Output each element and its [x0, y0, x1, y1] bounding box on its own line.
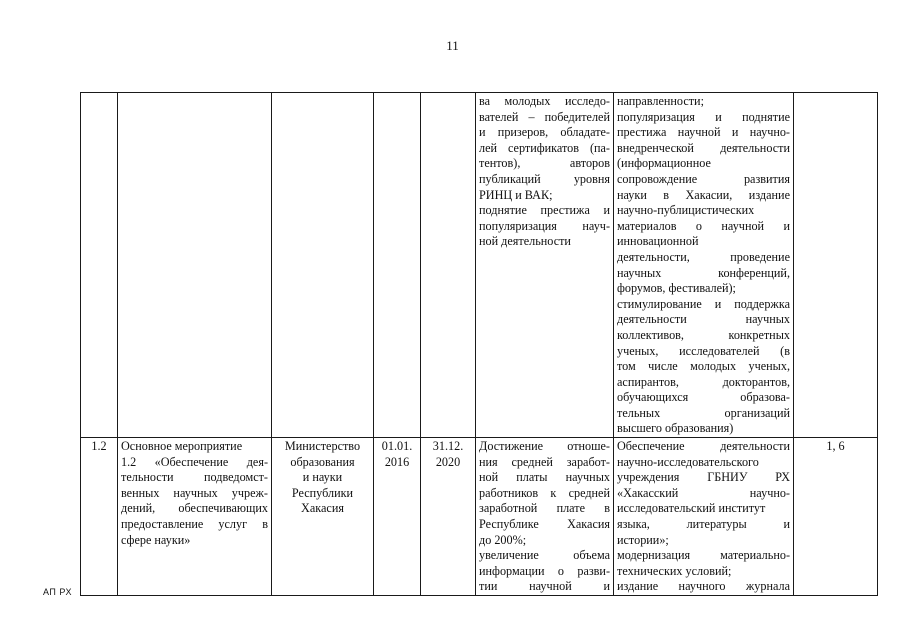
text-line: «Хакасский научно- [617, 485, 790, 500]
text-line: заработной плате в [479, 501, 610, 516]
cell-indicators-empty [794, 93, 878, 438]
text-line: ной деятельности [479, 234, 571, 249]
text-line: информации о разви- [479, 563, 610, 578]
cell-start-date [374, 438, 421, 596]
table-row-1-2 [81, 438, 878, 596]
cell-event-empty [118, 93, 272, 438]
cell-indicators: 1, 6 [794, 438, 878, 596]
text-line: (информационное [617, 156, 711, 171]
text-line: дений, обеспечивающих [121, 501, 268, 516]
text-line: научных конференций, [617, 265, 790, 280]
cell-main-event [118, 438, 272, 596]
text-line: венных научных учреж- [121, 485, 268, 500]
text-line: аспирантов, докторантов, [617, 374, 790, 389]
text-line: увеличение объема [479, 548, 610, 563]
text-line: Республике Хакасия [479, 517, 610, 532]
program-measures-table [80, 92, 878, 596]
text-line: вателей – победителей [479, 109, 610, 124]
text-line: Достижение отноше- [479, 439, 610, 454]
text-line: работников к средней [479, 485, 610, 500]
text-line: технических условий; [617, 563, 732, 578]
text-line: до 200%; [479, 532, 527, 547]
text-line: поднятие престижа и [479, 203, 610, 218]
text-line: материалов о научной и [617, 218, 790, 233]
text-line: популяризация и поднятие [617, 109, 790, 124]
text-line: сфере науки» [121, 532, 191, 547]
text-line: и призеров, обладате- [479, 125, 610, 140]
text-line: лей сертификатов (па- [479, 140, 610, 155]
text-line: обучающихся образова- [617, 390, 790, 405]
cell-end-date [421, 438, 476, 596]
cell-start-empty [374, 93, 421, 438]
text-line: ной платы научных [479, 470, 610, 485]
text-line: издание научного журнала [617, 579, 790, 594]
text-line: сопровождение развития [617, 171, 790, 186]
text-line: Министерство [284, 439, 361, 454]
text-line: Основное мероприятие [121, 439, 243, 454]
page-number: 11 [446, 38, 459, 53]
text-line: ва молодых исследо- [479, 94, 610, 108]
text-line: истории»; [617, 532, 669, 547]
text-line: коллективов, конкретных [617, 327, 790, 342]
text-line: престижа научной и научно- [617, 125, 790, 140]
cell-end-empty [421, 93, 476, 438]
text-line: тии научной и [479, 579, 610, 594]
footer-stamp: АП РХ [43, 587, 72, 597]
text-line: публикаций уровня [479, 171, 610, 186]
text-line: направленности; [617, 94, 704, 108]
text-line: Республики [291, 485, 354, 500]
text-line: языка, литературы и [617, 517, 790, 532]
text-line: ученых, исследователей (в [617, 343, 790, 358]
text-line: инновационной [617, 234, 699, 249]
text-line: модернизация материально- [617, 548, 790, 563]
text-line: предоставление услуг в [121, 517, 268, 532]
text-line: Хакасия [301, 501, 344, 516]
text-line: внедренческой деятельности [617, 140, 790, 155]
text-line: 01.01. [381, 439, 413, 454]
text-line: форумов, фестивалей); [617, 281, 736, 296]
text-line: РИНЦ и ВАК; [479, 187, 553, 202]
cell-executor [272, 438, 374, 596]
text-line: тентов), авторов [479, 156, 610, 171]
text-line: научно-исследовательского [617, 454, 759, 469]
text-line: 31.12. [432, 439, 464, 454]
text-line: тельных организаций [617, 405, 790, 420]
text-line: высшего образования) [617, 421, 734, 436]
text-line: и науки [302, 470, 343, 485]
text-line: Обеспечение деятельности [617, 439, 790, 454]
cell-row-number: 1.2 [81, 438, 118, 596]
cell-result-continued [476, 93, 614, 438]
cell-measures-continued [614, 93, 794, 438]
text-line: образования [290, 454, 355, 469]
text-line: деятельности научных [617, 312, 790, 327]
text-line: исследовательский институт [617, 501, 766, 516]
text-line: 2016 [384, 454, 410, 469]
text-line: популяризация науч- [479, 218, 610, 233]
text-line: том числе молодых ученых, [617, 359, 790, 374]
text-line: ния средней заработ- [479, 454, 610, 469]
text-line: 2020 [435, 454, 461, 469]
text-line: деятельности, проведение [617, 249, 790, 264]
text-line: учреждения ГБНИУ РХ [617, 470, 790, 485]
text-line: научно-публицистических [617, 203, 755, 218]
cell-num-empty [81, 93, 118, 438]
text-line: стимулирование и поддержка [617, 296, 790, 311]
cell-expected-result [476, 438, 614, 596]
table-row-continued [81, 93, 878, 438]
cell-measures [614, 438, 794, 596]
text-line: науки в Хакасии, издание [617, 187, 790, 202]
cell-executor-empty [272, 93, 374, 438]
text-line: тельности подведомст- [121, 470, 268, 485]
text-line: 1.2 «Обеспечение дея- [121, 454, 268, 469]
